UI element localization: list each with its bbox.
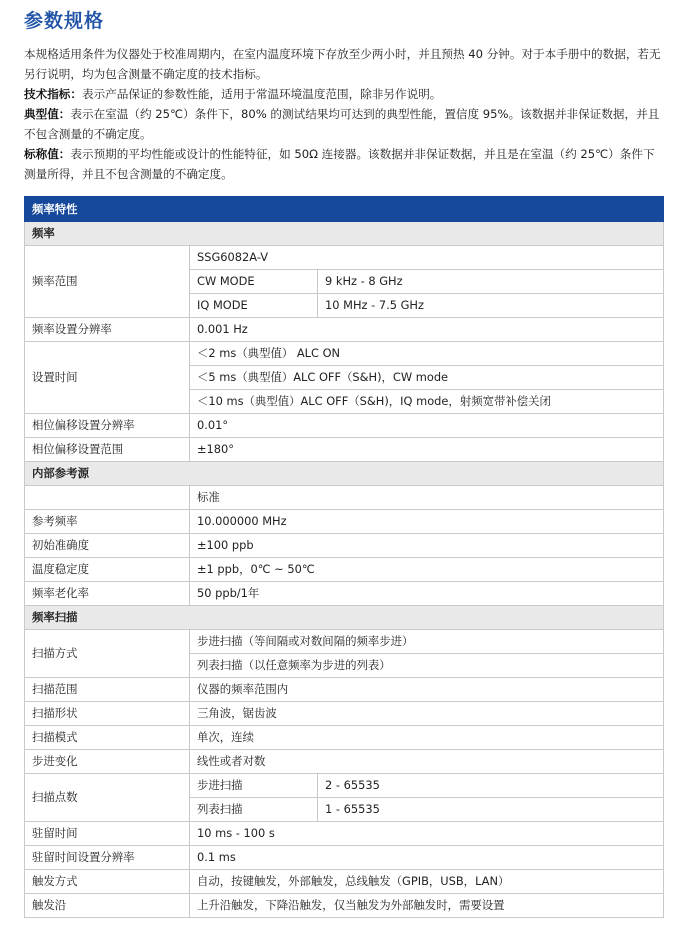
param-label: 频率老化率 [25, 582, 190, 606]
table-header-row [25, 197, 664, 222]
param-value: 0.01° [190, 414, 664, 438]
table-row [25, 414, 664, 438]
table-row [25, 318, 664, 342]
intro-text [24, 44, 664, 184]
param-label: 扫描点数 [25, 774, 190, 822]
term-spec-text: 表示产品保证的参数性能，适用于常温环境温度范围，除非另作说明。 [81, 87, 442, 101]
table-row [25, 678, 664, 702]
param-label: 扫描范围 [25, 678, 190, 702]
table-row [25, 558, 664, 582]
param-label: 参考频率 [25, 510, 190, 534]
param-label-empty [25, 486, 190, 510]
param-label: 驻留时间 [25, 822, 190, 846]
param-value: 10.000000 MHz [190, 510, 664, 534]
table-row [25, 846, 664, 870]
table-row [25, 246, 664, 270]
param-sublabel: IQ MODE [190, 294, 318, 318]
param-value: ＜2 ms（典型值） ALC ON [190, 342, 664, 366]
param-value: 10 ms - 100 s [190, 822, 664, 846]
param-value: 步进扫描（等间隔或对数间隔的频率步进） [190, 630, 664, 654]
table-row [25, 486, 664, 510]
param-value: 自动，按键触发，外部触发，总线触发（GPIB，USB，LAN） [190, 870, 664, 894]
param-value: 9 kHz - 8 GHz [318, 270, 664, 294]
param-label: 步进变化 [25, 750, 190, 774]
section-frequency: 频率 [25, 222, 664, 246]
param-sublabel: 列表扫描 [190, 798, 318, 822]
section-row [25, 222, 664, 246]
param-value: 列表扫描（以任意频率为步进的列表） [190, 654, 664, 678]
table-row [25, 870, 664, 894]
param-value: 线性或者对数 [190, 750, 664, 774]
param-label: 相位偏移设置分辨率 [25, 414, 190, 438]
table-row [25, 630, 664, 654]
param-label: 触发方式 [25, 870, 190, 894]
page-title: 参数规格 [24, 10, 105, 32]
intro-spec-definition [24, 84, 664, 104]
param-value: 上升沿触发，下降沿触发，仅当触发为外部触发时，需要设置 [190, 894, 664, 918]
param-value: ±180° [190, 438, 664, 462]
param-label: 扫描方式 [25, 630, 190, 678]
table-row [25, 438, 664, 462]
table-row [25, 750, 664, 774]
param-value: ＜5 ms（典型值）ALC OFF（S&H)，CW mode [190, 366, 664, 390]
param-value: 50 ppb/1年 [190, 582, 664, 606]
table-header: 频率特性 [25, 197, 664, 222]
table-row [25, 534, 664, 558]
section-sweep: 频率扫描 [25, 606, 664, 630]
spec-table [24, 196, 664, 918]
section-row [25, 606, 664, 630]
term-nominal-text: 表示预期的平均性能或设计的性能特征，如 50Ω 连接器。该数据并非保证数据，并且是在室温（约 25℃）条件下测量所得，并且不包含测量的不确定度。 [24, 147, 655, 181]
term-typical-text: 表示在室温（约 25℃）条件下，80% 的测试结果均可达到的典型性能，置信度 95%。该数据并非保证数据，并且不包含测量的不确定度。 [24, 107, 660, 141]
param-value: 三角波，锯齿波 [190, 702, 664, 726]
param-sublabel: CW MODE [190, 270, 318, 294]
param-value: SSG6082A-V [190, 246, 664, 270]
term-typical: 典型值： [24, 107, 71, 121]
param-label: 触发沿 [25, 894, 190, 918]
intro-paragraph: 本规格适用条件为仪器处于校准周期内，在室内温度环境下存放至少两小时，并且预热 40 分钟。对于本手册中的数据，若无另行说明，均为包含测量不确定度的技术指标。 [24, 47, 661, 81]
param-label: 温度稳定度 [25, 558, 190, 582]
param-value: ＜10 ms（典型值）ALC OFF（S&H)，IQ mode，射频宽带补偿关闭 [190, 390, 664, 414]
param-value: 10 MHz - 7.5 GHz [318, 294, 664, 318]
param-value: ±100 ppb [190, 534, 664, 558]
param-value: 标准 [190, 486, 664, 510]
param-label: 相位偏移设置范围 [25, 438, 190, 462]
param-label: 初始准确度 [25, 534, 190, 558]
param-label: 扫描模式 [25, 726, 190, 750]
section-row [25, 462, 664, 486]
param-label: 设置时间 [25, 342, 190, 414]
param-value: ±1 ppb，0℃ ~ 50℃ [190, 558, 664, 582]
term-spec: 技术指标： [24, 87, 82, 101]
param-value: 0.001 Hz [190, 318, 664, 342]
param-label: 驻留时间设置分辨率 [25, 846, 190, 870]
param-value: 单次，连续 [190, 726, 664, 750]
table-row [25, 342, 664, 366]
table-row [25, 822, 664, 846]
param-value: 0.1 ms [190, 846, 664, 870]
table-row [25, 774, 664, 798]
term-nominal: 标称值： [24, 147, 71, 161]
intro-nominal-definition [24, 144, 664, 184]
section-internal-ref: 内部参考源 [25, 462, 664, 486]
param-label: 频率范围 [25, 246, 190, 318]
param-sublabel: 步进扫描 [190, 774, 318, 798]
table-row [25, 702, 664, 726]
table-row [25, 582, 664, 606]
param-label: 扫描形状 [25, 702, 190, 726]
table-row [25, 510, 664, 534]
param-value: 仪器的频率范围内 [190, 678, 664, 702]
param-value: 1 - 65535 [318, 798, 664, 822]
table-row [25, 726, 664, 750]
intro-typical-definition [24, 104, 664, 144]
table-row [25, 894, 664, 918]
param-value: 2 - 65535 [318, 774, 664, 798]
param-label: 频率设置分辨率 [25, 318, 190, 342]
